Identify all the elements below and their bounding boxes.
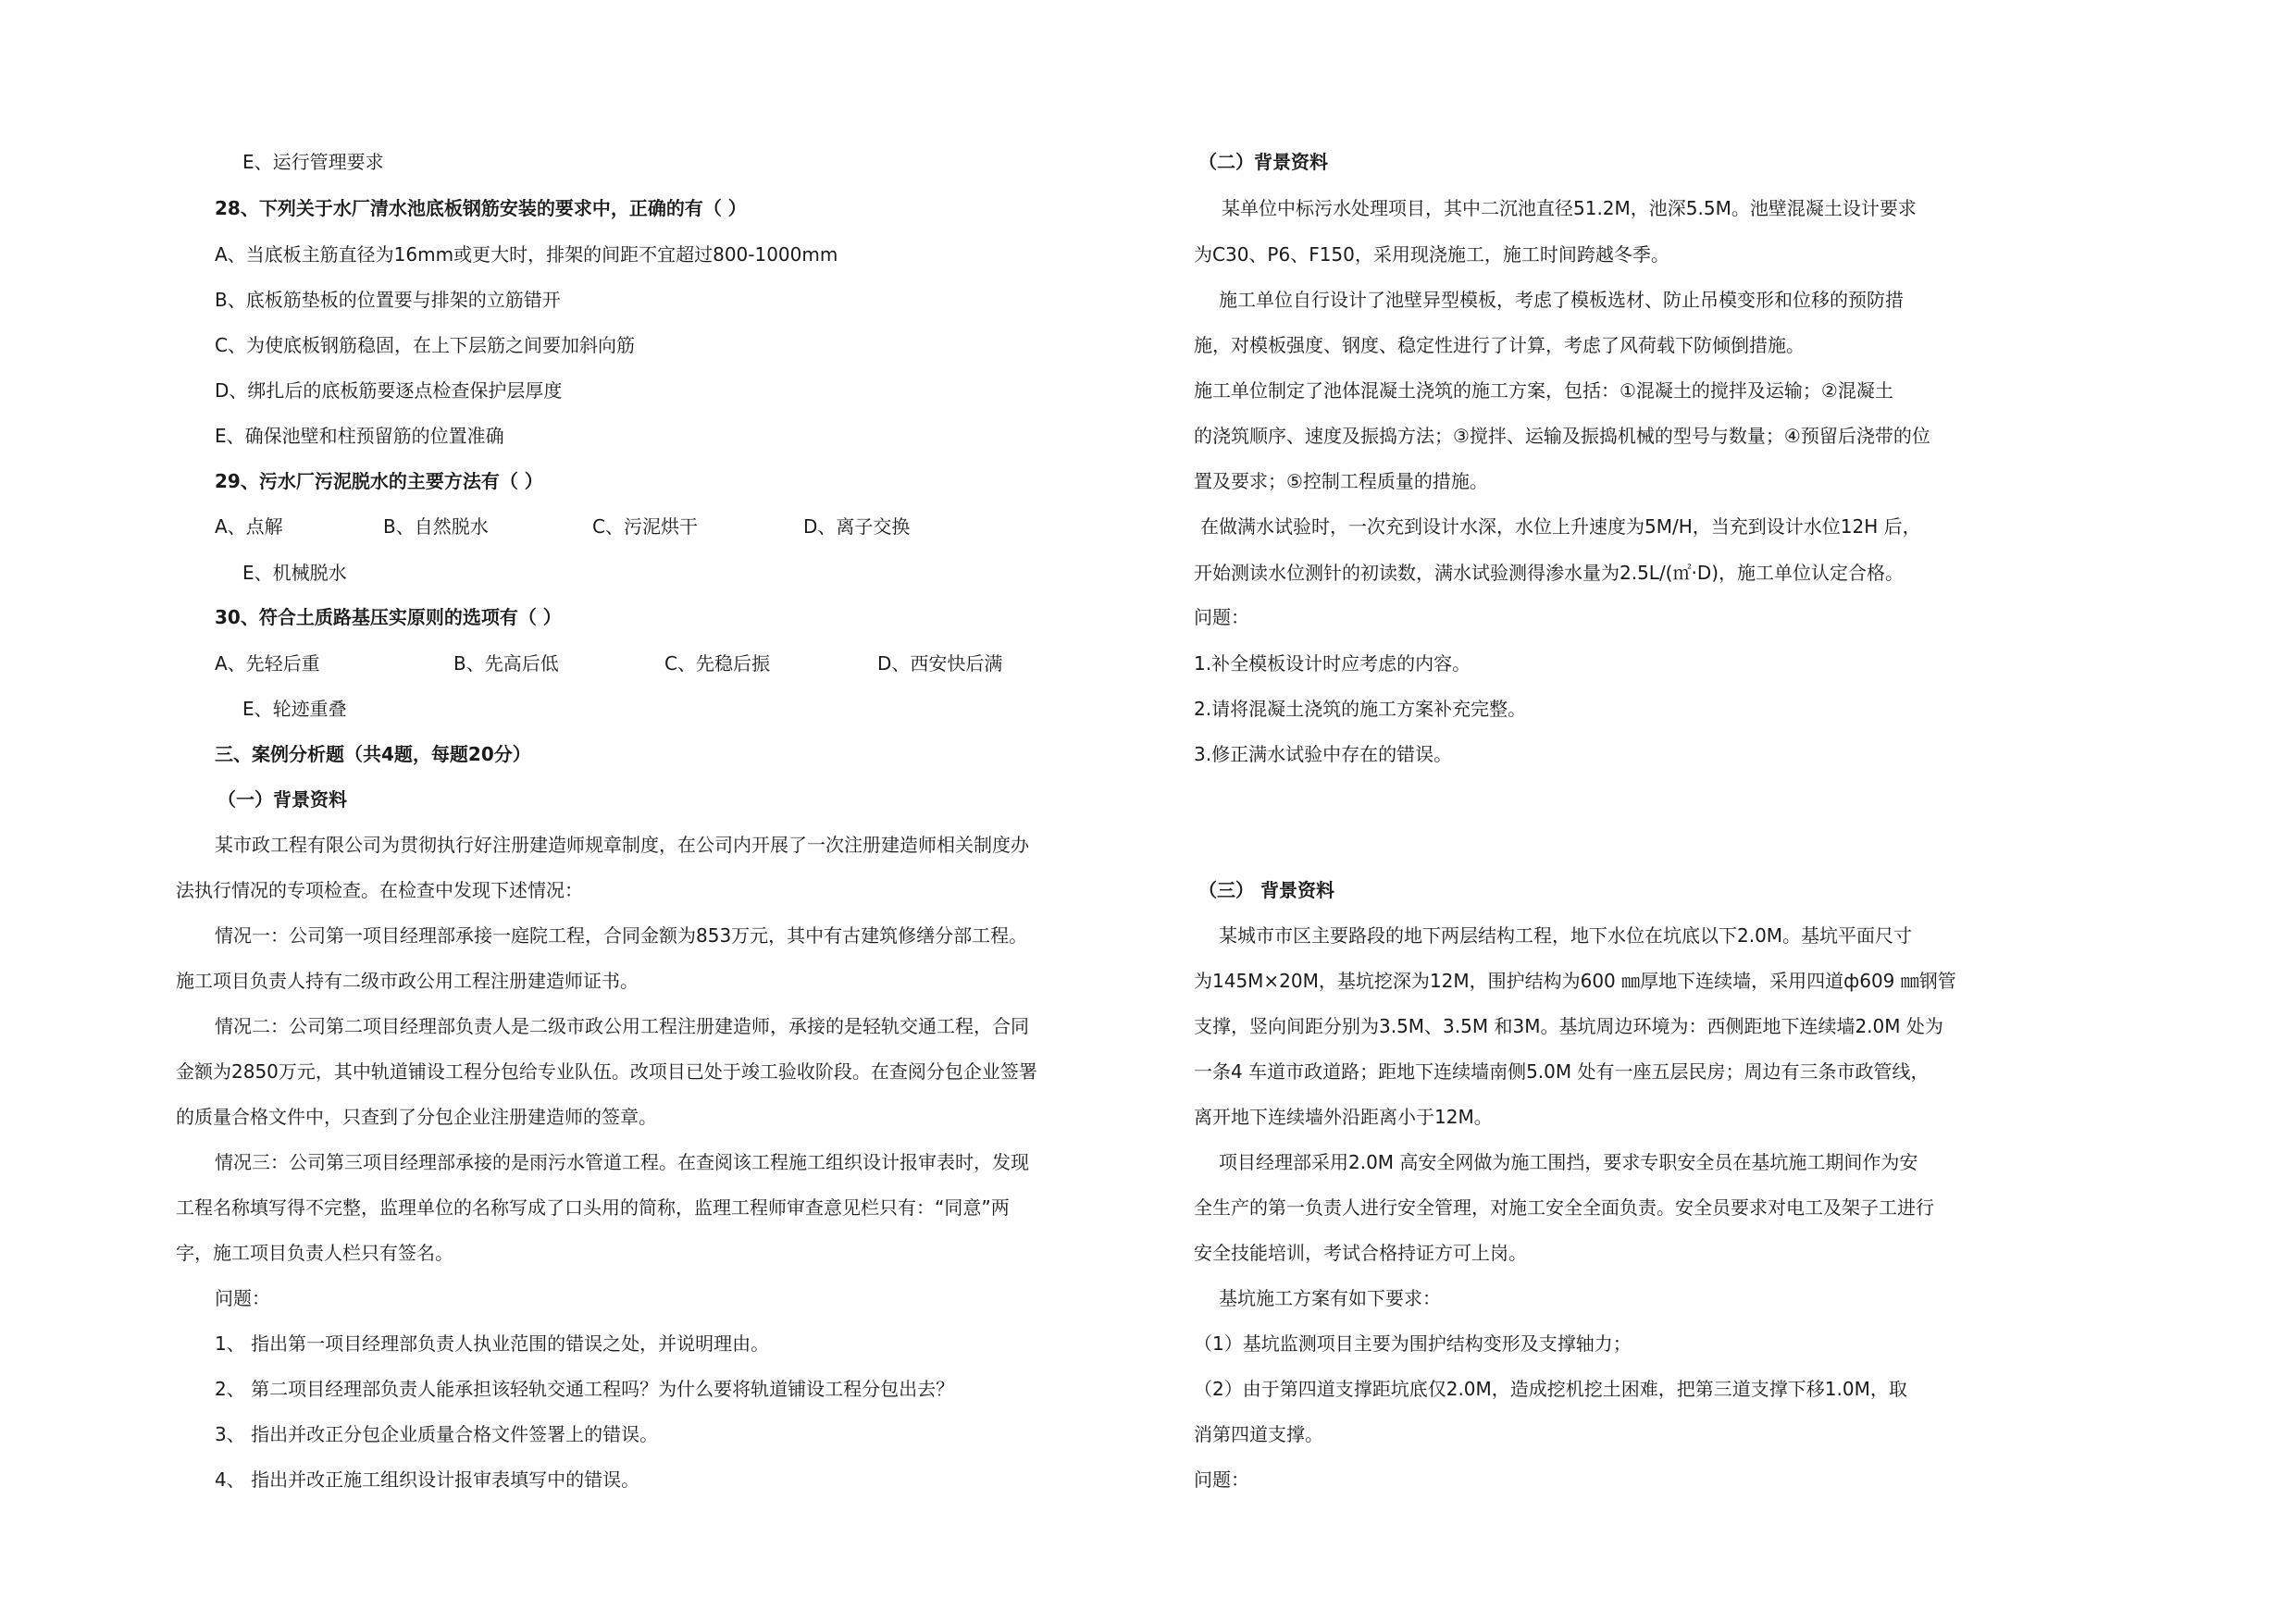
case-2-question: 3.修正满水试验中存在的错误。 — [1194, 743, 1453, 765]
case-3-line: （2）由于第四道支撑距坑底仅2.0M，造成挖机挖土困难，把第三道支撑下移1.0M，取 — [1194, 1378, 1907, 1400]
case-3-line: 安全技能培训，考试合格持证方可上岗。 — [1194, 1242, 1527, 1264]
case-2-line: 施工单位制定了池体混凝土浇筑的施工方案，包括：①混凝土的搅拌及运输；②混凝土 — [1194, 379, 1893, 402]
case-1-line: 工程名称填写得不完整，监理单位的名称写成了口头用的简称，监理工程师审查意见栏只有：“同意”两 — [176, 1196, 1010, 1219]
q29-option-e: E、机械脱水 — [242, 562, 347, 584]
case-1-line: 某市政工程有限公司为贯彻执行好注册建造师规章制度，在公司内开展了一次注册建造师相关制度办 — [215, 834, 1029, 856]
q30-option-a: A、先轻后重 — [215, 652, 320, 675]
case-3-line: 消第四道支撑。 — [1194, 1423, 1323, 1445]
case-3-line: 全生产的第一负责人进行安全管理，对施工安全全面负责。安全员要求对电工及架子工进行 — [1194, 1196, 1934, 1219]
q30-option-b: B、先高后低 — [453, 652, 559, 675]
case-1-question: 1、 指出第一项目经理部负责人执业范围的错误之处，并说明理由。 — [215, 1332, 770, 1355]
q27-option-e: E、运行管理要求 — [242, 151, 384, 173]
case-1-line: 金额为2850万元，其中轨道铺设工程分包给专业队伍。改项目已处于竣工验收阶段。在查阅分包企业签署 — [176, 1060, 1037, 1083]
case-1-line: 法执行情况的专项检查。在检查中发现下述情况： — [176, 879, 583, 901]
q29-option-b: B、自然脱水 — [383, 515, 489, 538]
q28-option-e: E、确保池壁和柱预留筋的位置准确 — [215, 425, 504, 447]
q29-stem: 29、污水厂污泥脱水的主要方法有（ ） — [215, 470, 543, 492]
q28-option-c: C、为使底板钢筋稳固，在上下层筋之间要加斜向筋 — [215, 334, 635, 356]
case-1-line: 施工项目负责人持有二级市政公用工程注册建造师证书。 — [176, 970, 639, 992]
q29-option-d: D、离子交换 — [803, 515, 911, 538]
case-2-questions-label: 问题： — [1194, 606, 1249, 628]
q30-stem: 30、符合土质路基压实原则的选项有（ ） — [215, 606, 562, 628]
case-1-question: 3、 指出并改正分包企业质量合格文件签署上的错误。 — [215, 1423, 659, 1445]
case-3-line: 某城市市区主要路段的地下两层结构工程，地下水位在坑底以下2.0M。基坑平面尺寸 — [1219, 924, 1913, 947]
q29-option-a: A、点解 — [215, 515, 283, 538]
case-1-line: 情况三：公司第三项目经理部承接的是雨污水管道工程。在查阅该工程施工组织设计报审表时，发现 — [215, 1151, 1029, 1173]
case-3-line: 项目经理部采用2.0M 高安全网做为施工围挡，要求专职安全员在基坑施工期间作为安 — [1219, 1151, 1918, 1173]
q30-options-row — [215, 650, 1140, 677]
case-2-question: 2.请将混凝土浇筑的施工方案补充完整。 — [1194, 698, 1527, 720]
case-3-line: 基坑施工方案有如下要求： — [1219, 1287, 1441, 1309]
case-3-line: 离开地下连续墙外沿距离小于12M。 — [1194, 1106, 1493, 1128]
case-2-line: 的浇筑顺序、速度及振捣方法；③搅拌、运输及振捣机械的型号与数量；④预留后浇带的位 — [1194, 425, 1930, 447]
case-2-line: 施，对模板强度、钢度、稳定性进行了计算，考虑了风荷载下防倾倒措施。 — [1194, 334, 1805, 356]
case-1-line: 字，施工项目负责人栏只有签名。 — [176, 1242, 453, 1264]
case-1-line: 情况一：公司第一项目经理部承接一庭院工程，合同金额为853万元，其中有古建筑修缮分部工程。 — [215, 924, 1028, 947]
case-1-title: （一）背景资料 — [217, 788, 347, 811]
section-3-heading: 三、案例分析题（共4题，每题20分） — [215, 743, 531, 765]
q28-option-a: A、当底板主筋直径为16mm或更大时，排架的间距不宜超过800-1000mm — [215, 243, 838, 266]
case-1-question: 4、 指出并改正施工组织设计报审表填写中的错误。 — [215, 1468, 640, 1491]
case-3-line: 一条4 车道市政道路；距地下连续墙南侧5.0M 处有一座五层民房；周边有三条市政管线， — [1194, 1060, 1930, 1083]
case-1-line: 情况二：公司第二项目经理部负责人是二级市政公用工程注册建造师，承接的是轻轨交通工程，合同 — [215, 1015, 1029, 1037]
case-2-title: （二）背景资料 — [1198, 151, 1328, 173]
case-2-line: 在做满水试验时，一次充到设计水深，水位上升速度为5M/H，当充到设计水位12H 后， — [1200, 515, 1921, 538]
q29-options-row — [215, 513, 1140, 540]
case-1-question: 2、 第二项目经理部负责人能承担该轻轨交通工程吗？为什么要将轨道铺设工程分包出去？ — [215, 1378, 955, 1400]
case-3-questions-label: 问题： — [1194, 1468, 1249, 1491]
case-3-line: （1）基坑监测项目主要为围护结构变形及支撑轴力； — [1194, 1332, 1632, 1355]
q30-option-e: E、轮迹重叠 — [242, 698, 347, 720]
case-3-line: 为145M×20M，基坑挖深为12M，围护结构为600 ㎜厚地下连续墙，采用四道ф609 ㎜钢管 — [1194, 970, 1956, 992]
case-1-line: 的质量合格文件中，只查到了分包企业注册建造师的签章。 — [176, 1106, 657, 1128]
case-2-line: 开始测读水位测针的初读数，满水试验测得渗水量为2.5L/(㎡·D)，施工单位认定合格。 — [1194, 562, 1905, 584]
case-2-line: 某单位中标污水处理项目，其中二沉池直径51.2M，池深5.5M。池壁混凝土设计要求 — [1222, 197, 1917, 219]
q28-stem: 28、下列关于水厂清水池底板钢筋安装的要求中，正确的有（ ） — [215, 197, 747, 219]
case-1-questions-label: 问题： — [215, 1287, 270, 1309]
case-2-line: 为C30、P6、F150，采用现浇施工，施工时间跨越冬季。 — [1194, 243, 1669, 266]
q29-option-c: C、污泥烘干 — [592, 515, 698, 538]
case-2-line: 置及要求；⑤控制工程质量的措施。 — [1194, 470, 1488, 492]
q28-option-d: D、绑扎后的底板筋要逐点检查保护层厚度 — [215, 379, 563, 402]
case-3-line: 支撑，竖向间距分别为3.5M、3.5M 和3M。基坑周边环境为：西侧距地下连续墙2.0M 处为 — [1194, 1015, 1943, 1037]
case-2-line: 施工单位自行设计了池壁异型模板，考虑了模板选材、防止吊模变形和位移的预防措 — [1219, 289, 1904, 311]
q28-option-b: B、底板筋垫板的位置要与排架的立筋错开 — [215, 289, 561, 311]
q30-option-d: D、西安快后满 — [877, 652, 1003, 675]
case-3-title: （三） 背景资料 — [1198, 879, 1334, 901]
q30-option-c: C、先稳后振 — [664, 652, 770, 675]
case-2-question: 1.补全模板设计时应考虑的内容。 — [1194, 652, 1471, 675]
